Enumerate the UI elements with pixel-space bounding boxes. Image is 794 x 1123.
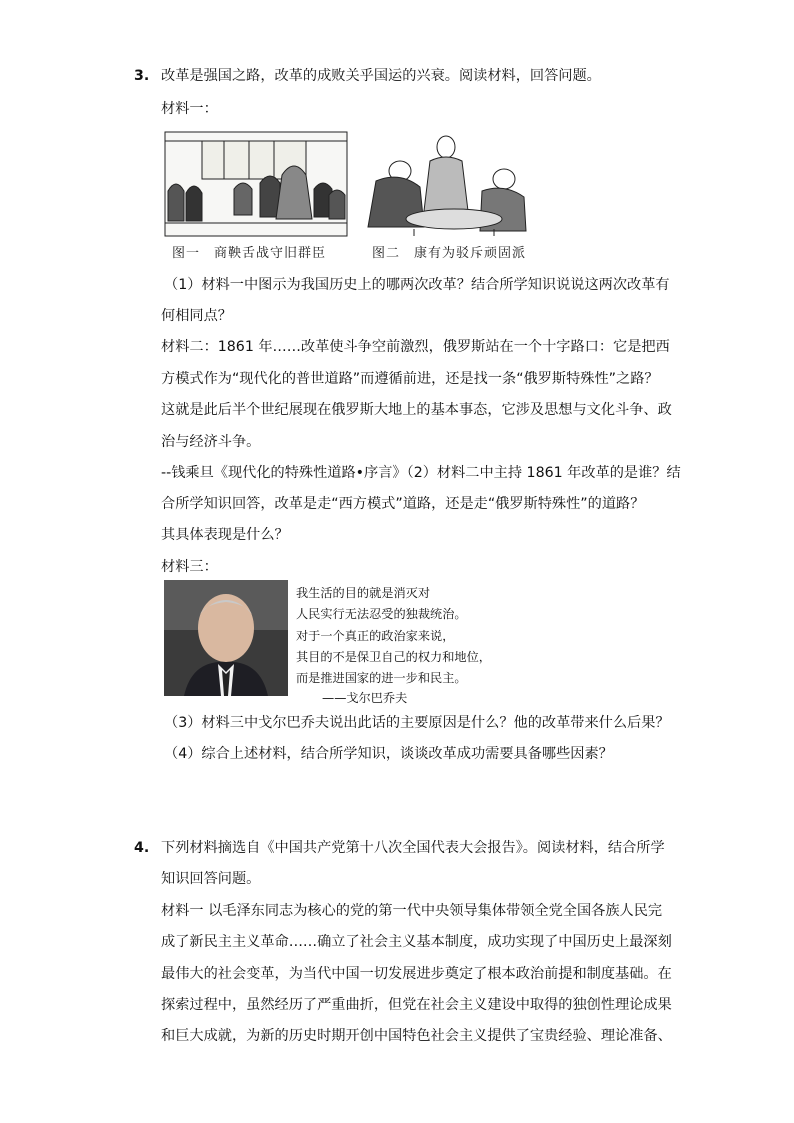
sub-question-1-line-2: 何相同点？: [161, 308, 232, 324]
material-1-label: 材料一：: [161, 101, 218, 117]
sub-question-2-line-2: 合所学知识回答，改革是走“西方模式”道路，还是走“俄罗斯特殊性”的道路？: [161, 496, 645, 512]
question-4-stem-line-2: 知识回答问题。: [161, 871, 261, 887]
figure-2-caption: 图二 康有为驳斥顽固派: [372, 246, 527, 261]
material-2-line-1: 材料二：1861 年……改革使斗争空前激烈，俄罗斯站在一个十字路口：它是把西: [161, 339, 670, 355]
q4-material-1-line-3: 最伟大的社会变革，为当代中国一切发展进步奠定了根本政治前提和制度基础。在: [161, 966, 672, 982]
quote-line-4: 其目的不是保卫自己的权力和地位，: [296, 650, 491, 664]
sub-question-3: （3）材料三中戈尔巴乔夫说出此话的主要原因是什么？他的改革带来什么后果？: [164, 715, 670, 731]
material-2-line-3: 这就是此后半个世纪展现在俄罗斯大地上的基本事态，它涉及思想与文化斗争、政: [161, 402, 672, 418]
material-2-line-4: 治与经济斗争。: [161, 434, 261, 450]
question-4-stem-line-1: 下列材料摘选自《中国共产党第十八次全国代表大会报告》。阅读材料，结合所学: [161, 840, 665, 856]
q4-material-1-line-1: 材料一 以毛泽东同志为核心的党的第一代中央领导集体带领全党全国各族人民完: [161, 903, 663, 919]
quote-line-2: 人民实行无法忍受的独裁统治。: [296, 607, 467, 621]
figure-1-drawing: [165, 132, 347, 236]
quote-line-1: 我生活的目的就是消灭对: [296, 586, 431, 600]
sub-question-1-line-1: （1）材料一中图示为我国历史上的哪两次改革？结合所学知识说说这两次改革有: [164, 277, 670, 293]
q4-material-1-line-4: 探索过程中，虽然经历了严重曲折，但党在社会主义建设中取得的独创性理论成果: [161, 997, 672, 1013]
q4-material-1-line-2: 成了新民主主义革命……确立了社会主义基本制度，成功实现了中国历史上最深刻: [161, 934, 672, 950]
quote-attribution: ——戈尔巴乔夫: [322, 691, 408, 705]
figure-2-drawing: [368, 136, 526, 236]
material-3-label: 材料三：: [161, 559, 218, 575]
sub-question-4: （4）综合上述材料，结合所学知识，谈谈改革成功需要具备哪些因素？: [164, 746, 613, 762]
quote-line-3: 对于一个真正的政治家来说，: [296, 629, 455, 643]
question-3-number: 3.: [134, 68, 150, 84]
question-3-stem: 改革是强国之路，改革的成败关乎国运的兴衰。阅读材料，回答问题。: [161, 68, 601, 84]
question-4-number: 4.: [134, 840, 150, 856]
quote-line-5: 而是推进国家的进一步和民主。: [296, 671, 467, 685]
figure-1-caption: 图一 商鞅舌战守旧群臣: [172, 246, 327, 261]
material-2-source-and-sub-question-2: --钱乘旦《现代化的特殊性道路•序言》（2）材料二中主持 1861 年改革的是谁？结: [161, 465, 681, 481]
q4-material-1-line-5: 和巨大成就，为新的历史时期开创中国特色社会主义提供了宝贵经验、理论准备、: [161, 1028, 672, 1044]
material-2-line-2: 方模式作为“现代化的普世道路”而遵循前进，还是找一条“俄罗斯特殊性”之路？: [161, 371, 659, 387]
portrait-photo: [164, 580, 288, 696]
sub-question-2-line-3: 其具体表现是什么？: [161, 527, 289, 543]
